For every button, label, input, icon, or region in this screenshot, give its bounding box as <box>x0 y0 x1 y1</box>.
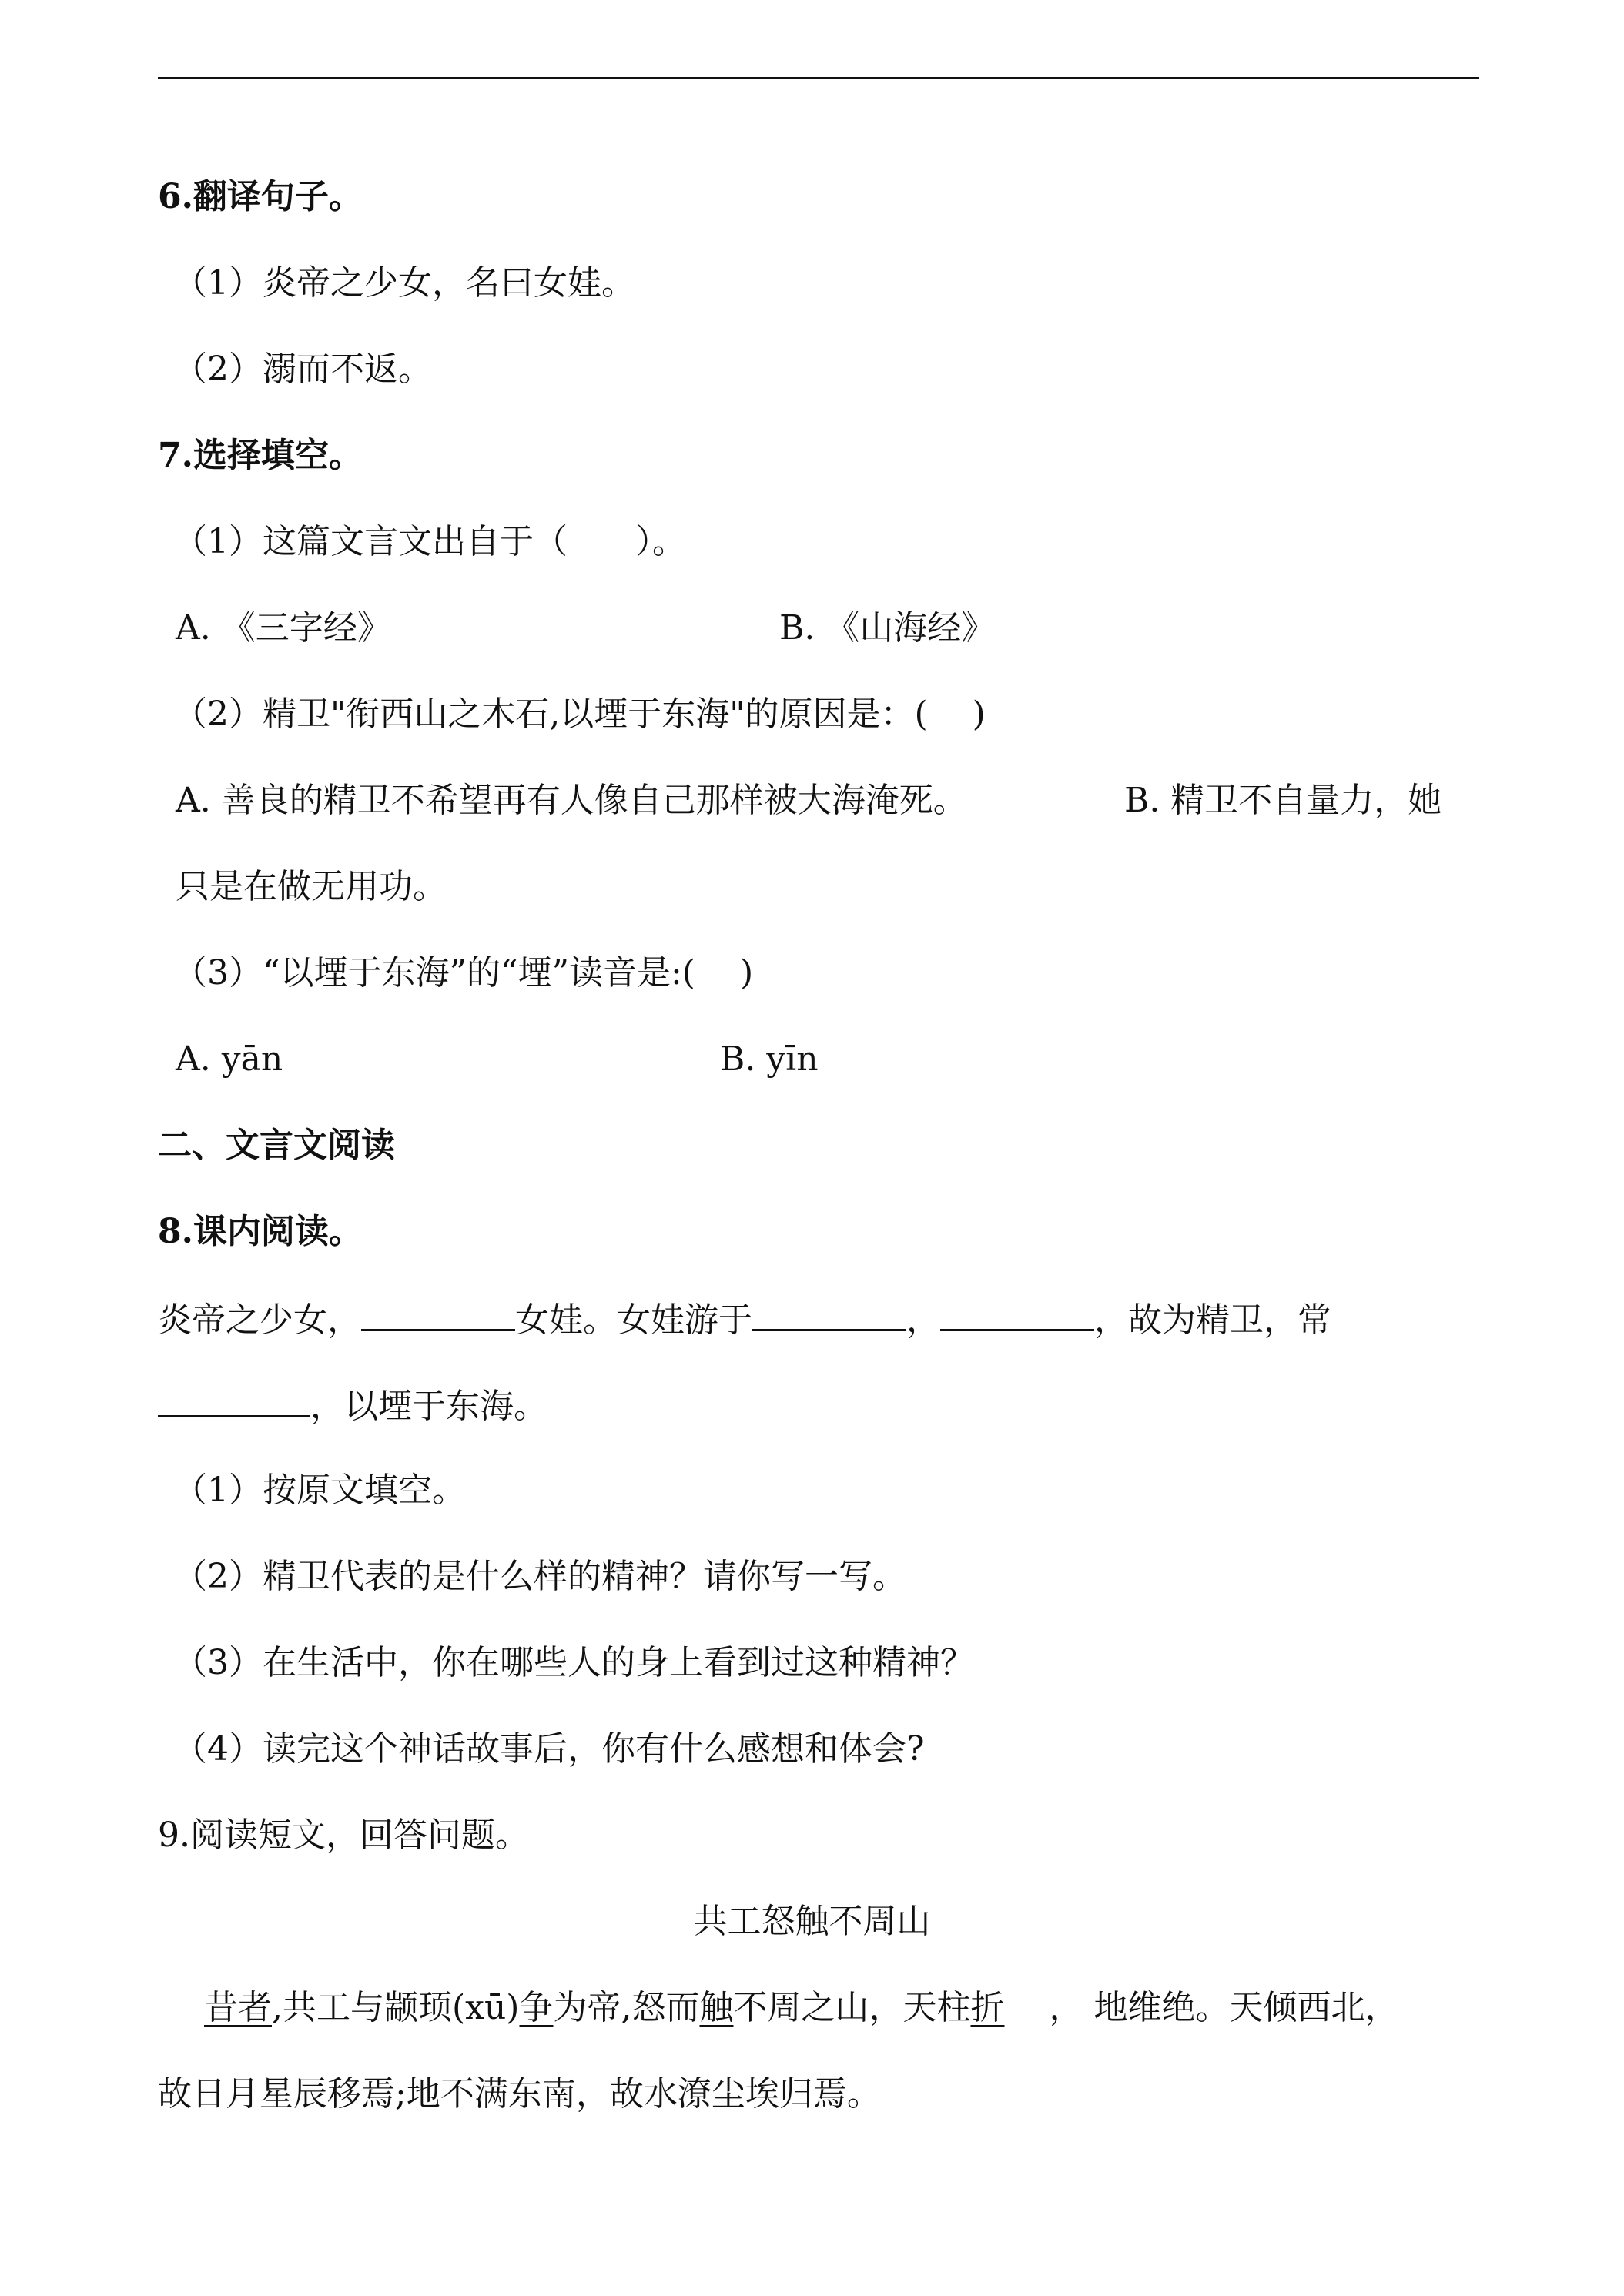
q7-s1-option-a: A. 《三字经》 <box>176 608 391 648</box>
q9-text-4: ， 地维绝。天倾西北， <box>1004 1988 1399 2027</box>
q8-passage-text-1: 炎帝之少女， <box>158 1300 361 1340</box>
q8-blank-3[interactable] <box>940 1295 1094 1331</box>
q8-passage-line-2 <box>158 1381 547 1430</box>
q9-word-xizhe: 昔者 <box>204 1988 272 2027</box>
q8-blank-2[interactable] <box>752 1295 906 1331</box>
q7-s3-option-b: B. yīn <box>720 1039 819 1079</box>
q7-s3-stem: （3）“以堙于东海”的“堙”读音是:( ) <box>173 953 754 992</box>
q8-blank-4[interactable] <box>158 1381 310 1417</box>
q7-s2-stem: （2）精卫"衔西山之木石,以堙于东海"的原因是：( ) <box>173 694 986 734</box>
q6-title: 6.翻译句子。 <box>158 177 363 216</box>
q8-blank-1[interactable] <box>361 1295 515 1331</box>
q8-passage-text-4: ，故为精卫，常 <box>1094 1300 1331 1340</box>
q9-text-3: 不周之山，天柱 <box>733 1988 971 2027</box>
q9-title: 9.阅读短文，回答问题。 <box>158 1816 529 1855</box>
q7-title: 7.选择填空。 <box>158 436 363 475</box>
section2-title: 二、文言文阅读 <box>158 1126 395 1165</box>
q9-word-chu: 触 <box>699 1988 734 2027</box>
header-rule <box>158 77 1479 79</box>
q9-text-2: 为帝,怒而 <box>553 1988 700 2027</box>
q8-item-4: （4）读完这个神话故事后，你有什么感想和体会? <box>173 1729 925 1769</box>
q8-item-2: （2）精卫代表的是什么样的精神？请你写一写。 <box>173 1557 906 1596</box>
q7-s1-option-b: B. 《山海经》 <box>779 608 996 648</box>
q8-item-1: （1）按原文填空。 <box>173 1471 466 1510</box>
q7-s3-option-a: A. yān <box>176 1039 283 1079</box>
q7-s2-option-b-cont: 只是在做无用功。 <box>176 867 447 906</box>
q8-passage-text-3: ， <box>906 1300 940 1340</box>
q9-word-zheng: 争 <box>519 1988 554 2027</box>
q6-item-1: （1）炎帝之少女，名曰女娃。 <box>173 263 635 303</box>
q8-title: 8.课内阅读。 <box>158 1212 363 1251</box>
q9-word-zhe: 折 <box>970 1988 1005 2027</box>
q8-passage-line-1 <box>158 1295 1331 1344</box>
q7-s2-option-a: A. 善良的精卫不希望再有人像自己那样被大海淹死。 <box>176 781 967 820</box>
q9-story-line-1 <box>204 1985 1398 2031</box>
q8-passage-text-2: 女娃。女娃游于 <box>515 1300 752 1340</box>
q7-s2-option-b: B. 精卫不自量力，她 <box>1124 781 1442 820</box>
q6-item-2: （2）溺而不返。 <box>173 350 432 389</box>
q8-passage-text-5: ，以堙于东海。 <box>310 1387 547 1426</box>
q8-item-3: （3）在生活中，你在哪些人的身上看到过这种精神？ <box>173 1643 974 1682</box>
q9-story-title: 共工怒触不周山 <box>693 1902 931 1941</box>
q9-story-line-2: 故日月星辰移焉;地不满东南，故水潦尘埃归焉。 <box>158 2074 881 2114</box>
q7-s1-stem: （1）这篇文言文出自于（ ）。 <box>173 522 686 561</box>
q9-text-1: ,共工与颛顼(xū) <box>272 1988 520 2027</box>
